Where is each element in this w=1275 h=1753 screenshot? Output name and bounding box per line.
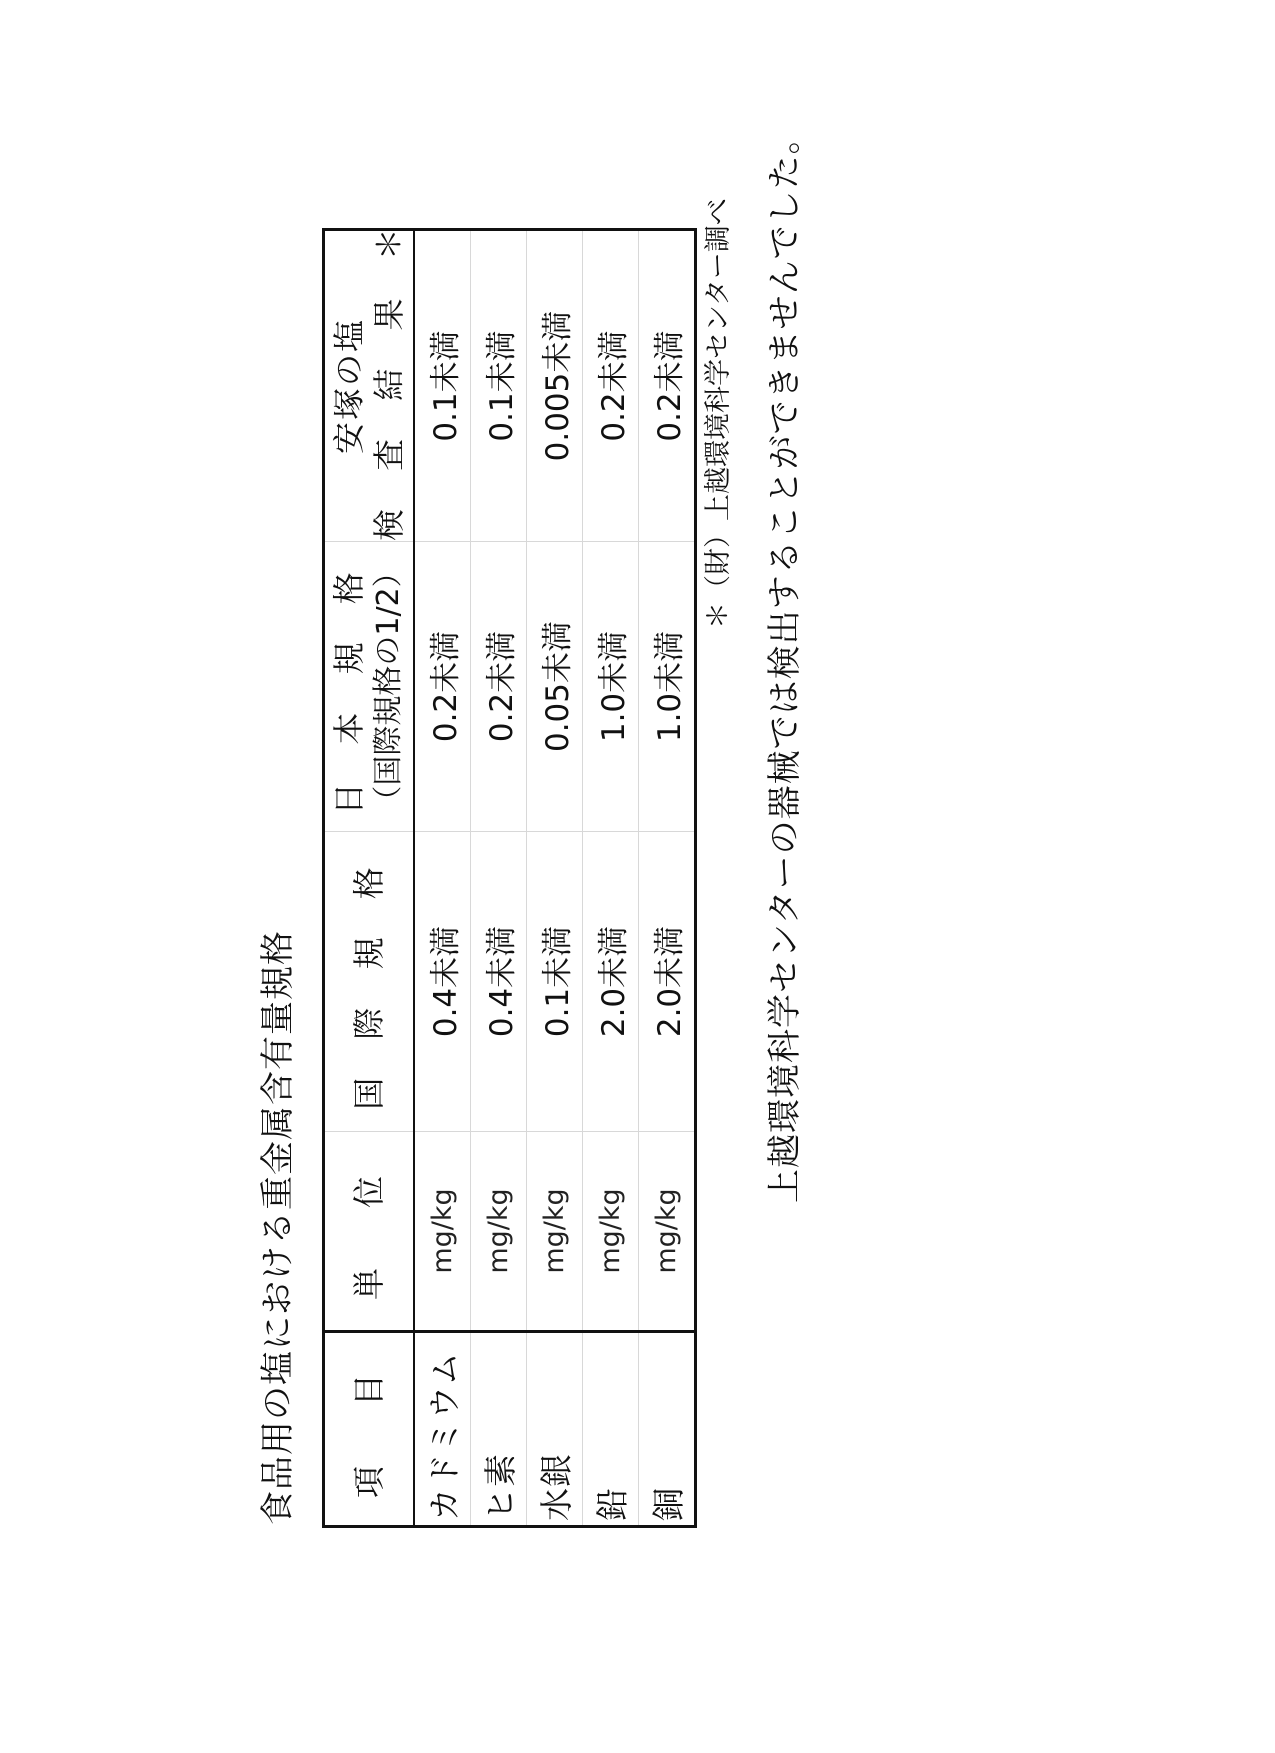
header-international-standard: 国 際 規 格	[324, 832, 415, 1132]
row-item: 銅	[639, 1332, 696, 1527]
row-item: ヒ素	[471, 1332, 527, 1527]
row-international: 0.1未満	[527, 832, 583, 1132]
header-japan-line1: 日 本 規 格	[330, 558, 368, 815]
header-ando-line2: 検 査 結 果 ＊	[370, 214, 408, 541]
header-unit: 単 位	[324, 1132, 415, 1332]
row-international: 2.0未満	[639, 832, 696, 1132]
row-item: 水銀	[527, 1332, 583, 1527]
row-ando: 0.005未満	[527, 230, 583, 542]
table-row	[414, 230, 471, 1527]
header-japan-standard	[324, 542, 415, 832]
row-ando: 0.1未満	[471, 230, 527, 542]
heavy-metal-standards-table	[322, 214, 697, 1528]
table-row	[527, 230, 583, 1527]
table-header-row	[324, 230, 415, 1527]
row-international: 0.4未満	[471, 832, 527, 1132]
footer-note: 上越環境科学センターの器械では検出することができませんでした。	[765, 119, 805, 1203]
row-ando: 0.2未満	[583, 230, 639, 542]
header-ando-line1: 安塚の塩	[330, 318, 368, 455]
table-row	[471, 230, 527, 1527]
row-japan: 1.0未満	[639, 542, 696, 832]
row-unit: mg/kg	[471, 1132, 527, 1332]
row-international: 0.4未満	[414, 832, 471, 1132]
document-title: 食品用の塩における重金属含有量規格	[258, 930, 298, 1525]
row-ando: 0.2未満	[639, 230, 696, 542]
row-unit: mg/kg	[414, 1132, 471, 1332]
row-japan: 0.2未満	[414, 542, 471, 832]
row-japan: 0.2未満	[471, 542, 527, 832]
header-item: 項 目	[324, 1332, 415, 1527]
row-item: 鉛	[583, 1332, 639, 1527]
table-row	[583, 230, 639, 1527]
header-ando-result	[324, 214, 415, 542]
header-japan-line2: （国際規格の1/2）	[371, 557, 406, 816]
row-ando: 0.1未満	[414, 230, 471, 542]
row-unit: mg/kg	[527, 1132, 583, 1332]
table-row	[639, 230, 696, 1527]
row-unit: mg/kg	[639, 1132, 696, 1332]
row-item: カドミウム	[414, 1332, 471, 1527]
source-note: ＊（財）上越環境科学センター調べ	[703, 198, 734, 629]
row-international: 2.0未満	[583, 832, 639, 1132]
row-unit: mg/kg	[583, 1132, 639, 1332]
row-japan: 1.0未満	[583, 542, 639, 832]
row-japan: 0.05未満	[527, 542, 583, 832]
